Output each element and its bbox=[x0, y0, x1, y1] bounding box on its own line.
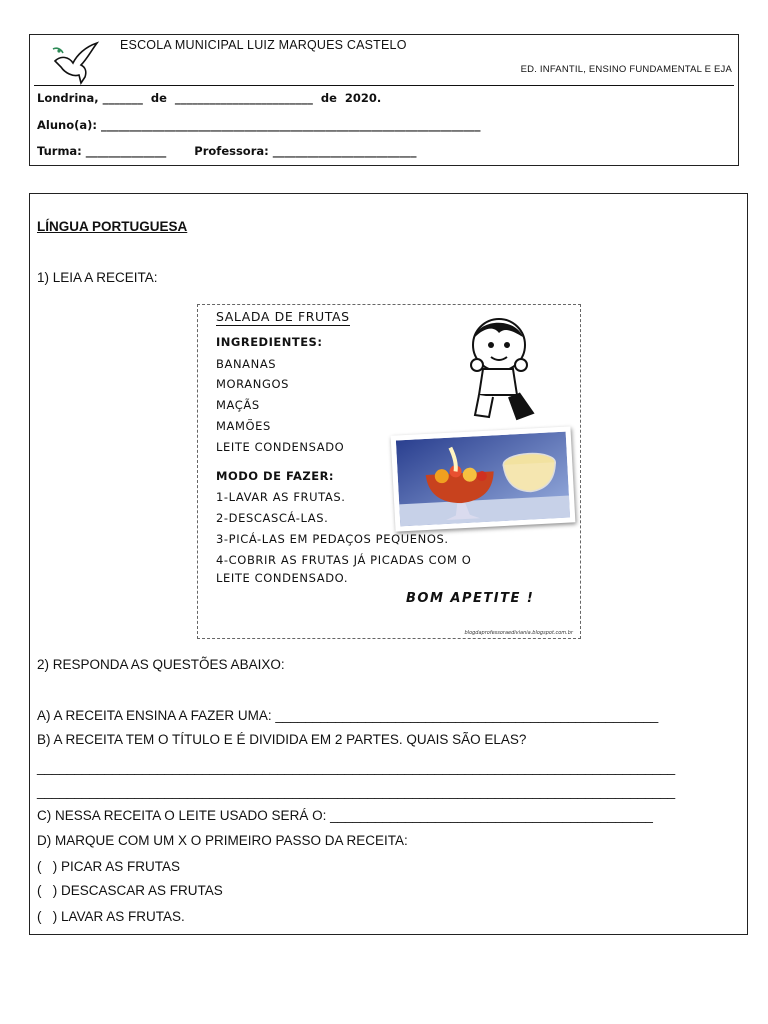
method-step: 1-LAVAR AS FRUTAS. bbox=[216, 490, 346, 504]
question-a: A) A RECEITA ENSINA A FAZER UMA: ___________________________________________________ bbox=[37, 708, 659, 723]
class-teacher-line: Turma: ______________ Professora: _________________________ bbox=[37, 144, 417, 158]
answer-line-b1: _____________________________________________________________________________________ bbox=[37, 760, 676, 775]
ingredients-label: INGREDIENTES: bbox=[216, 335, 323, 349]
blog-credit: blogdaprofessoraediviania.blogspot.com.br bbox=[464, 630, 573, 636]
date-line: Londrina, _______ de ________________________ de 2020. bbox=[37, 91, 382, 105]
school-name: ESCOLA MUNICIPAL LUIZ MARQUES CASTELO bbox=[120, 38, 407, 52]
school-subtitle: ED. INFANTIL, ENSINO FUNDAMENTAL E EJA bbox=[520, 64, 732, 75]
ingredient-item: MORANGOS bbox=[216, 377, 290, 391]
option-descascar: ( ) DESCASCAR AS FRUTAS bbox=[37, 883, 223, 898]
ingredient-item: MAÇÃS bbox=[216, 398, 260, 412]
question-d: D) MARQUE COM UM X O PRIMEIRO PASSO DA RECEITA: bbox=[37, 833, 408, 848]
recipe-card bbox=[197, 304, 581, 639]
cartoon-character-icon bbox=[453, 311, 545, 427]
method-step: LEITE CONDENSADO. bbox=[216, 571, 349, 585]
answer-line-b2: _____________________________________________________________________________________ bbox=[37, 784, 676, 799]
question-c: C) NESSA RECEITA O LEITE USADO SERÁ O: ___________________________________________ bbox=[37, 808, 653, 823]
option-picar: ( ) PICAR AS FRUTAS bbox=[37, 859, 181, 874]
exercise-box bbox=[29, 193, 748, 935]
ingredient-item: MAMÕES bbox=[216, 419, 271, 433]
method-step: 4-COBRIR AS FRUTAS JÁ PICADAS COM O bbox=[216, 553, 472, 567]
option-lavar: ( ) LAVAR AS FRUTAS. bbox=[37, 909, 185, 924]
student-line: Aluno(a): __________________________________________________________________ bbox=[37, 118, 481, 132]
method-step: 2-DESCASCÁ-LAS. bbox=[216, 511, 329, 525]
method-label: MODO DE FAZER: bbox=[216, 469, 335, 483]
question-1: 1) LEIA A RECEITA: bbox=[37, 270, 158, 285]
section-title: LÍNGUA PORTUGUESA bbox=[37, 219, 188, 234]
header-divider bbox=[34, 85, 734, 86]
question-b: B) A RECEITA TEM O TÍTULO E É DIVIDIDA EM 2 PARTES. QUAIS SÃO ELAS? bbox=[37, 732, 527, 747]
dove-logo-icon bbox=[51, 39, 103, 85]
fruit-salad-photo bbox=[391, 426, 576, 531]
ingredient-item: BANANAS bbox=[216, 357, 277, 371]
method-step: 3-PICÁ-LAS EM PEDAÇOS PEQUENOS. bbox=[216, 532, 449, 546]
bom-apetite-text: BOM APETITE ! bbox=[406, 591, 535, 606]
ingredient-item: LEITE CONDENSADO bbox=[216, 440, 345, 454]
recipe-title: SALADA DE FRUTAS bbox=[216, 309, 350, 324]
fruit-salad-image-icon bbox=[396, 432, 570, 527]
question-2: 2) RESPONDA AS QUESTÕES ABAIXO: bbox=[37, 657, 285, 672]
header-box bbox=[29, 34, 739, 166]
